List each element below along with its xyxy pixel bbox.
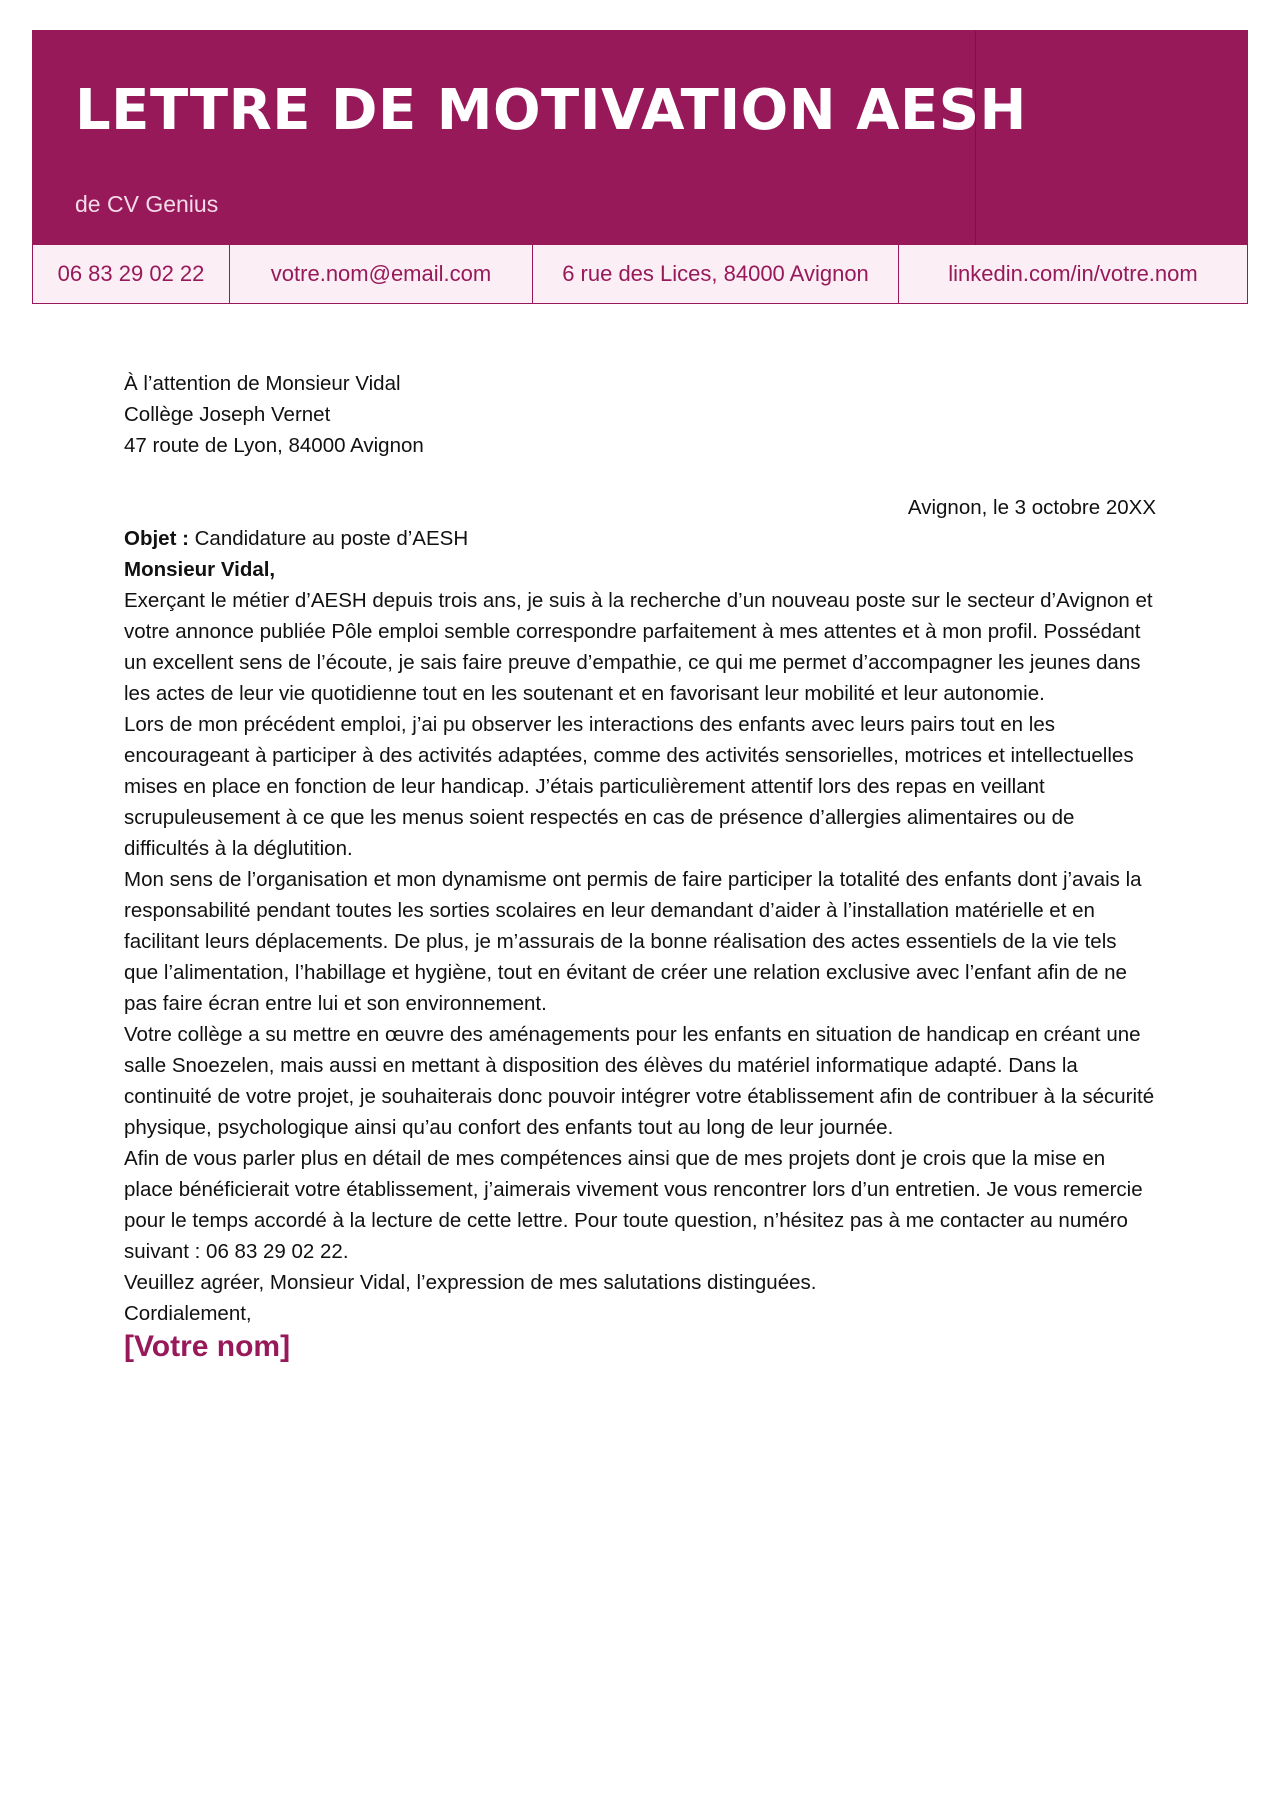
letter-date: Avignon, le 3 octobre 20XX	[907, 496, 1156, 519]
object-label: Objet :	[124, 527, 189, 550]
recipient-line: 47 route de Lyon, 84000 Avignon	[124, 434, 424, 457]
contact-bar	[33, 245, 1247, 303]
body-paragraph: Lors de mon précédent emploi, j’ai pu observer les interactions des enfants avec leurs pairs tout en les encourageant à participer à des activités adaptées, comme des activités sensorielles, motrices et intellectuelles mises en place en fonction de leur handicap. J’étais particulièrement attentif lors des repas en veillant scrupuleusement à ce que les menus soient respectés en cas de présence d’allergies alimentaires ou de difficultés à la déglutition.	[124, 713, 1134, 860]
body-paragraph: Exerçant le métier d’AESH depuis trois ans, je suis à la recherche d’un nouveau poste sur le secteur d’Avignon et votre annonce publiée Pôle emploi semble correspondre parfaitement à mes attentes et à mon profil. Possédant un excellent sens de l’écoute, je sais faire preuve d’empathie, ce qui me permet d’accompagner les jeunes dans les actes de leur vie quotidienne tout en les soutenant et en favorisant leur mobilité et leur autonomie.	[124, 589, 1153, 705]
contact-address: 6 rue des Lices, 84000 Avignon	[533, 245, 899, 303]
salutation: Monsieur Vidal,	[124, 558, 276, 581]
letter-object	[124, 523, 1156, 554]
header-band	[33, 31, 1247, 245]
body-paragraph: Mon sens de l’organisation et mon dynamisme ont permis de faire participer la totalité des enfants dont j’avais la responsabilité pendant toutes les sorties scolaires en leur demandant d’aider à l’installation matérielle et en facilitant leurs déplacements. De plus, je m’assurais de la bonne réalisation des actes essentiels de la vie tels que l’alimentation, l’habillage et hygiène, tout en évitant de créer une relation exclusive avec l’enfant afin de ne pas faire écran entre lui et son environnement.	[124, 868, 1142, 1015]
recipient-line: À l’attention de Monsieur Vidal	[124, 372, 401, 395]
letter-body	[124, 368, 1156, 1365]
object-text: Candidature au poste d’AESH	[194, 527, 469, 550]
body-paragraph: Afin de vous parler plus en détail de mes compétences ainsi que de mes projets dont je crois que la mise en place bénéficierait votre établissement, j’aimerais vivement vous rencontrer lors d’un entretien. Je vous remercie pour le temps accordé à la lecture de cette lettre. Pour toute question, n’hésitez pas à me contacter au numéro suivant : 06 83 29 02 22.	[124, 1147, 1143, 1263]
closing-formula: Veuillez agréer, Monsieur Vidal, l’expression de mes salutations distinguées.	[124, 1271, 817, 1294]
letter-header	[32, 30, 1248, 304]
contact-linkedin: linkedin.com/in/votre.nom	[948, 261, 1198, 286]
page-title: LETTRE DE MOTIVATION AESH	[75, 78, 1027, 143]
signature: [Votre nom]	[124, 1330, 291, 1363]
page-subtitle: de CV Genius	[75, 191, 219, 217]
body-paragraph: Votre collège a su mettre en œuvre des aménagements pour les enfants en situation de handicap en créant une salle Snoezelen, mais aussi en mettant à disposition des élèves du matériel informatique adapté. Dans la continuité de votre projet, je souhaiterais donc pouvoir intégrer votre établissement afin de contribuer à la sécurité physique, psychologique ainsi qu’au confort des enfants tout au long de leur journée.	[124, 1023, 1155, 1139]
sign-off: Cordialement,	[124, 1302, 252, 1325]
recipient-block	[124, 368, 1156, 461]
contact-email: votre.nom@email.com	[230, 245, 533, 303]
recipient-line: Collège Joseph Vernet	[124, 403, 331, 426]
contact-phone: 06 83 29 02 22	[33, 245, 230, 303]
